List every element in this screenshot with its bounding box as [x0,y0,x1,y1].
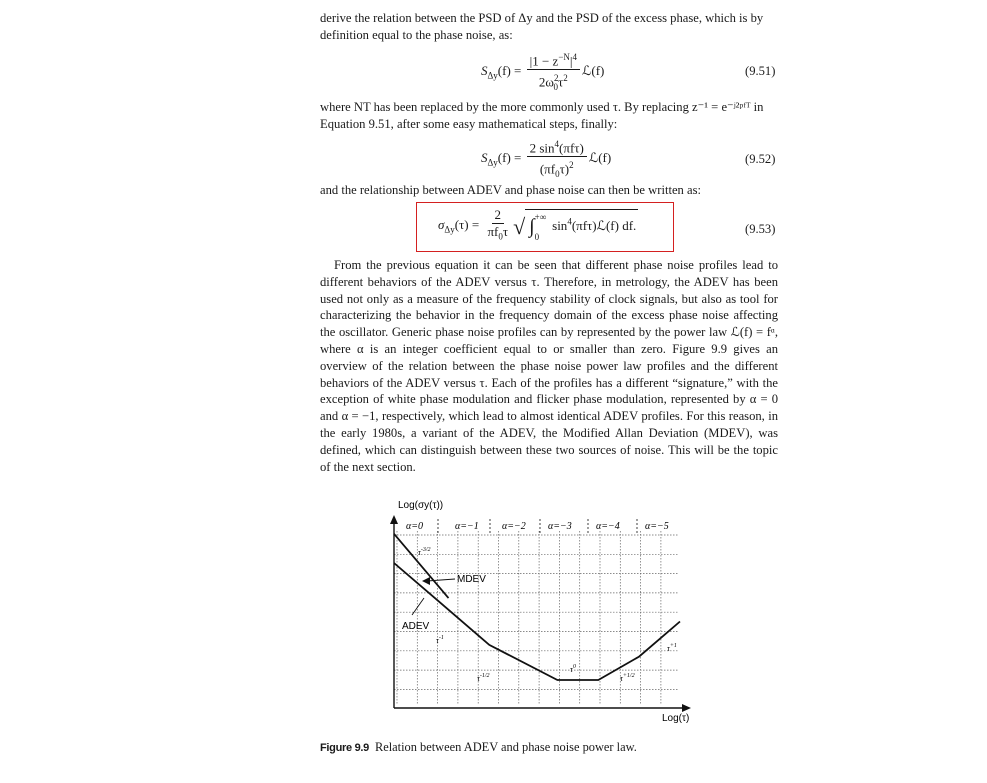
adev-label: ADEV [402,621,430,632]
region-label: α=−5 [645,521,669,532]
slope-label: $\tau^{+1}$ [667,643,677,653]
chart-grid [394,519,678,705]
slope-labels [418,547,677,683]
slope-label: $\tau^{-3/2}$ [418,547,431,557]
y-axis-arrow [390,515,398,524]
y-axis-label: Log(σy(τ)) [398,500,444,511]
equation-9-51: $S_{\Delta y}(f)$ = $\frac{|1 - z^{-N}|^4}{2\omega^2_0\tau^2}$ ℒ(f) [481,52,605,93]
figure-label: Figure 9.9 [320,742,369,754]
adev-chart [380,495,700,727]
intro-paragraph: derive the relation between the PSD of Δy and the PSD of the excess phase, which is by definition equal to the phase noise, as: [320,11,764,42]
region-label: α=−2 [502,521,526,532]
slope-label: $\tau^0$ [570,664,576,674]
equation-number-9-52: (9.52) [745,152,776,166]
slope-label: $\tau^{-1/2}$ [477,673,490,683]
mdev-pointer [427,579,455,581]
slope-label: $\tau^{+1/2}$ [620,673,635,683]
equation-number-9-53: (9.53) [745,222,776,236]
equation-9-53: $\sigma_{\Delta y}(\tau)$ = $\frac{2}{\pi f_0\tau}$ √ ∫ +∞ 0 $\sin^4(\pi f\tau)ℒ(f)$ df. [438,207,637,243]
x-axis-label: Log(τ) [662,713,690,724]
chart-series [394,534,680,680]
region-label: α=0 [406,521,423,532]
main-paragraph: From the previous equation it can be seen that different phase noise profiles lead to different behaviors of the ADEV versus τ. Therefore, in metrology, the ADEV has been used not only as a measure of the frequency stability of clock signals, but also as tool for characterizing the behavior in the frequency domain of the excess phase noise affecting the oscillator. Generic phase noise profiles can by represented by the power law ℒ(f) = fᵅ, where α is an integer coefficient equal to or smaller than zero. Figure 9.9 gives an overview of the relation between the phase noise power law profiles and the different behaviors of the ADEV versus τ. Each of the profiles has a different “signature,” with the exception of white phase modulation and flicker phase modulation, represented by α = 0 and α = −1, respectively, which lead to almost identical ADEV profiles. For this reason, in the early 1980s, a variant of the ADEV, the Modified Allan Deviation (MDEV), was defined, which can distinguish between these two sources of noise. This will be the topic of the next section. [320,258,778,474]
region-labels [406,521,669,532]
series-mdev-line [394,534,449,598]
region-label: α=−1 [455,521,479,532]
between-text-2: and the relationship between ADEV and phase noise can then be written as: [320,183,701,197]
region-label: α=−4 [596,521,620,532]
x-axis-arrow [682,704,691,712]
between-text-1: where NT has been replaced by the more commonly used τ. By replacing z⁻¹ = e⁻ʲ²ᵖᶠᵀ in Equation 9.51, after some easy mathematical steps, finally: [320,100,764,131]
figure-caption [320,740,637,755]
mdev-pointer-arrow [422,577,430,585]
square-root: √ ∫ +∞ 0 $\sin^4(\pi f\tau)ℒ(f)$ df. [513,209,638,242]
region-label: α=−3 [548,521,572,532]
mdev-label: MDEV [457,574,486,585]
caption-text: Relation between ADEV and phase noise power law. [374,740,637,754]
slope-label: $\tau^{-1}$ [436,635,444,645]
equation-9-52: $S_{\Delta y}(f)$ = $\frac{2 \sin^4(\pi f\tau)}{(\pi f_0\tau)^2}$ ℒ(f) [481,139,612,180]
equation-number-9-51: (9.51) [745,64,776,78]
